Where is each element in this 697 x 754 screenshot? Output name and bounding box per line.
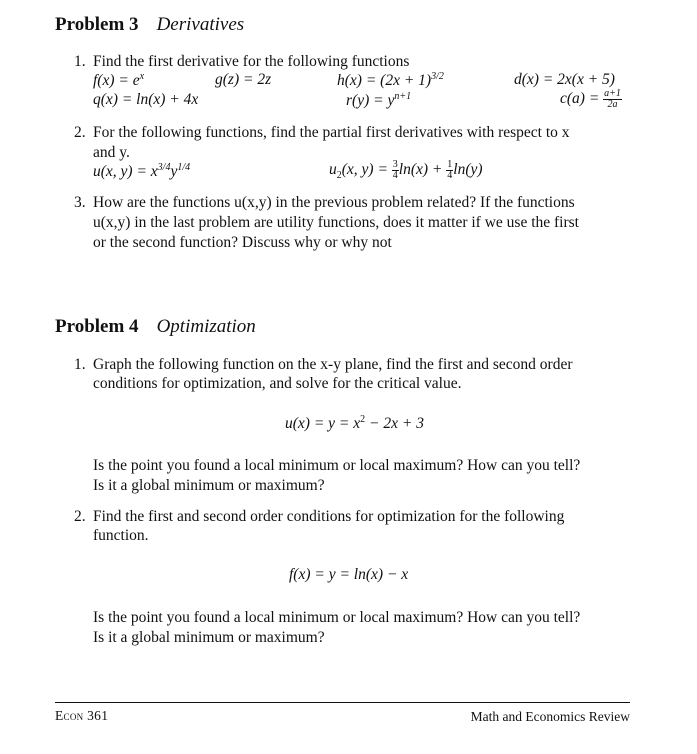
utility-u2: $u_2(x$, y) = $\frac{3}{4}$ ln(x) + $\frac{1}{4}$ ln(y)	[329, 159, 483, 182]
p3-item2-line1: For the following functions, find the partial first derivatives with respect to x	[93, 124, 570, 141]
problem4-label: Problem 4	[55, 316, 139, 337]
problem3-heading	[55, 14, 244, 36]
p4-item1-number: 1.	[74, 356, 86, 373]
func-g: g(z) = 2z	[215, 71, 272, 88]
func-q: q(x) = ln(x) + 4x	[93, 91, 199, 108]
p3-item1-text: Find the first derivative for the following functions	[93, 53, 410, 70]
p4-item2-question2: Is it a global minimum or maximum?	[93, 629, 325, 646]
footer-rule	[55, 702, 630, 703]
func-r: $r(y) = y^{n+1}$	[346, 91, 412, 110]
p3-item2-number: 2.	[74, 124, 86, 141]
p4-item2-line2: function.	[93, 527, 149, 544]
equation-f: f(x) = y = ln(x) − x	[289, 566, 409, 583]
func-c-numerator: a+1	[604, 88, 621, 99]
p4-item1-line2: conditions for optimization, and solve for the critical value.	[93, 375, 462, 392]
p3-item3-line2: u(x,y) in the last problem are utility functions, does it matter if we use the first	[93, 214, 579, 231]
func-d: d(x) = 2x(x + 5)	[514, 71, 615, 88]
p3-item3-line1: How are the functions u(x,y) in the previous problem related? If the functions	[93, 194, 575, 211]
func-f: $f(x) = e^x$	[93, 71, 145, 90]
func-c-denominator: 2a	[607, 99, 618, 110]
p4-item2-line1: Find the first and second order conditions for optimization for the following	[93, 508, 565, 525]
equation-u: $u(x) = y = x^2 - 2x + 3$	[285, 414, 424, 433]
p3-item1-number: 1.	[74, 53, 86, 70]
p3-item2-line2: and y.	[93, 144, 130, 161]
p3-item3-line3: or the second function? Discuss why or why not	[93, 234, 392, 251]
problem4-title: Optimization	[156, 316, 256, 337]
footer-course: Econ 361	[55, 708, 109, 723]
problem3-title: Derivatives	[156, 14, 245, 35]
p4-item1-question1: Is the point you found a local minimum or local maximum? How can you tell?	[93, 457, 581, 474]
footer-title: Math and Economics Review	[470, 709, 630, 724]
problem3-label: Problem 3	[55, 14, 139, 35]
problem4-heading	[55, 316, 256, 338]
func-h: $h(x) = (2x + 1)^{3/2}$	[337, 71, 444, 90]
func-c: c(a) = $\frac{a+1}{2a}$	[560, 88, 621, 110]
p4-item2-number: 2.	[74, 508, 86, 525]
utility-u1: u(x, $y) = x^{3/4}y^{1/4}$	[93, 162, 191, 181]
p3-item3-number: 3.	[74, 194, 86, 211]
p4-item1-question2: Is it a global minimum or maximum?	[93, 477, 325, 494]
p4-item1-line1: Graph the following function on the x-y plane, find the first and second order	[93, 356, 573, 373]
p4-item2-question1: Is the point you found a local minimum or local maximum? How can you tell?	[93, 609, 581, 626]
